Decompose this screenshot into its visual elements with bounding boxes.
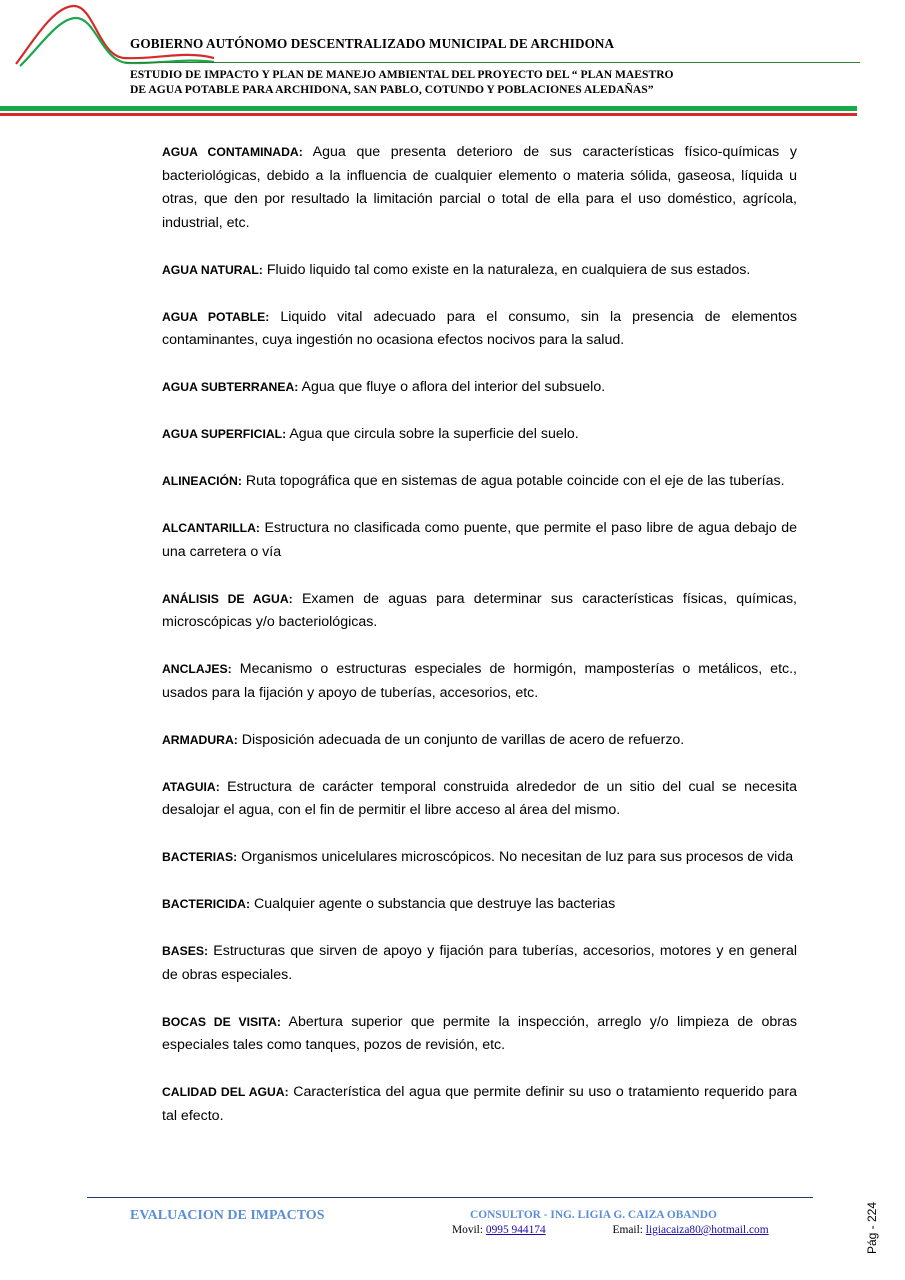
header-subtitle (130, 68, 830, 97)
glossary-entry (162, 588, 797, 635)
glossary-entry (162, 776, 797, 823)
glossary-term: ALINEACIÓN: (162, 474, 242, 488)
glossary-term: AGUA POTABLE: (162, 309, 270, 324)
glossary-definition: Mecanismo o estructuras especiales de hormigón, mamposterías o metálicos, etc., usados para la fijación y apoyo de tuberías, accesorios, etc. (162, 661, 797, 701)
glossary-definition: Característica del agua que permite definir su uso o tratamiento requerido para tal efecto. (162, 1084, 797, 1124)
glossary-definition: Estructuras que sirven de apoyo y fijación para tuberías, accesorios, motores y en general de obras especiales. (162, 943, 797, 983)
glossary-definition: Examen de aguas para determinar sus características físicas, químicas, microscópicas y/o bacteriológicas. (162, 590, 797, 630)
movil-link[interactable]: 0995 944174 (485, 1224, 546, 1236)
glossary-term: AGUA NATURAL: (162, 262, 263, 277)
glossary-entry (162, 658, 797, 705)
glossary-definition: Abertura superior que permite la inspección, arreglo y/o limpieza de obras especiales tales como tanques, pozos de revisión, etc. (162, 1013, 797, 1053)
footer-consultant: CONSULTOR - ING. LIGIA G. CAIZA OBANDO (470, 1209, 717, 1221)
header-subtitle-line2: DE AGUA POTABLE PARA ARCHIDONA, SAN PABLO, COTUNDO Y POBLACIONES ALEDAÑAS” (130, 82, 654, 96)
glossary-entry (162, 940, 797, 987)
movil-label: Movil: (452, 1224, 484, 1236)
glossary-term: CALIDAD DEL AGUA: (162, 1085, 289, 1099)
glossary-entry (162, 846, 797, 870)
glossary-term: ANÁLISIS DE AGUA: (162, 591, 293, 606)
glossary-entry (162, 259, 797, 283)
glossary-term: BASES: (162, 944, 209, 958)
page-number: Pág - 224 (865, 1201, 879, 1255)
glossary-term: ANCLAJES: (162, 662, 232, 676)
glossary-entry (162, 306, 797, 353)
glossary-entry (162, 376, 797, 400)
glossary-entry (162, 729, 797, 753)
glossary-term: ARMADURA: (162, 732, 238, 747)
footer-section-title: EVALUACION DE IMPACTOS (130, 1208, 325, 1223)
footer-contact (452, 1224, 769, 1236)
footer-divider (87, 1197, 813, 1198)
glossary-definition: Agua que fluye o aflora del interior del subsuelo. (301, 379, 606, 395)
glossary-content (162, 141, 797, 1152)
glossary-entry (162, 517, 797, 564)
glossary-term: ALCANTARILLA: (162, 521, 260, 535)
glossary-definition: Liquido vital adecuado para el consumo, sin la presencia de elementos contaminantes, cuya ingestión no ocasiona efectos nocivos para la salud. (162, 308, 797, 348)
glossary-definition: Fluido liquido tal como existe en la naturaleza, en cualquiera de sus estados. (266, 261, 751, 278)
glossary-entry (162, 1011, 797, 1058)
glossary-entry (162, 141, 797, 235)
glossary-term: AGUA SUBTERRANEA: (162, 380, 299, 394)
glossary-entry (162, 423, 797, 447)
glossary-definition: Agua que circula sobre la superficie del suelo. (289, 426, 579, 442)
glossary-entry (162, 470, 797, 494)
email-link[interactable]: ligiacaiza80@hotmail.com (645, 1224, 769, 1236)
glossary-definition: Estructura de carácter temporal construida alrededor de un sitio del cual se necesita desalojar el agua, con el fin de permitir el libre acceso al área del mismo. (162, 778, 797, 818)
glossary-definition: Ruta topográfica que en sistemas de agua potable coincide con el eje de las tuberías. (245, 473, 785, 489)
header-green-band (0, 106, 857, 111)
glossary-term: BOCAS DE VISITA: (162, 1014, 281, 1029)
header-red-band (0, 113, 857, 116)
header-title: GOBIERNO AUTÓNOMO DESCENTRALIZADO MUNICIPAL DE ARCHIDONA (130, 36, 615, 51)
header-divider (125, 62, 860, 63)
email-label: Email: (612, 1224, 643, 1236)
glossary-definition: Cualquier agente o substancia que destruye las bacterias (253, 896, 616, 912)
glossary-term: AGUA CONTAMINADA: (162, 145, 303, 159)
glossary-term: ATAGUIA: (162, 779, 220, 794)
glossary-definition: Agua que presenta deterioro de sus características físico-químicas y bacteriológicas, debido a la influencia de cualquier elemento o materia sólida, gaseosa, líquida u otras, que den por resultado la limitación parcial o total de ella para el uso doméstico, agrícola, industrial, etc. (162, 144, 797, 231)
glossary-entry (162, 893, 797, 917)
header-subtitle-line1: ESTUDIO DE IMPACTO Y PLAN DE MANEJO AMBIENTAL DEL PROYECTO DEL “ PLAN MAESTRO (130, 68, 674, 81)
glossary-term: AGUA SUPERFICIAL: (162, 427, 287, 441)
glossary-entry (162, 1081, 797, 1128)
glossary-term: BACTERIAS: (162, 850, 238, 864)
glossary-definition: Estructura no clasificada como puente, que permite el paso libre de agua debajo de una carretera o vía (162, 520, 797, 560)
glossary-definition: Disposición adecuada de un conjunto de varillas de acero de refuerzo. (241, 731, 685, 748)
glossary-definition: Organismos unicelulares microscópicos. No necesitan de luz para sus procesos de vida (241, 849, 794, 865)
glossary-term: BACTERICIDA: (162, 897, 251, 911)
